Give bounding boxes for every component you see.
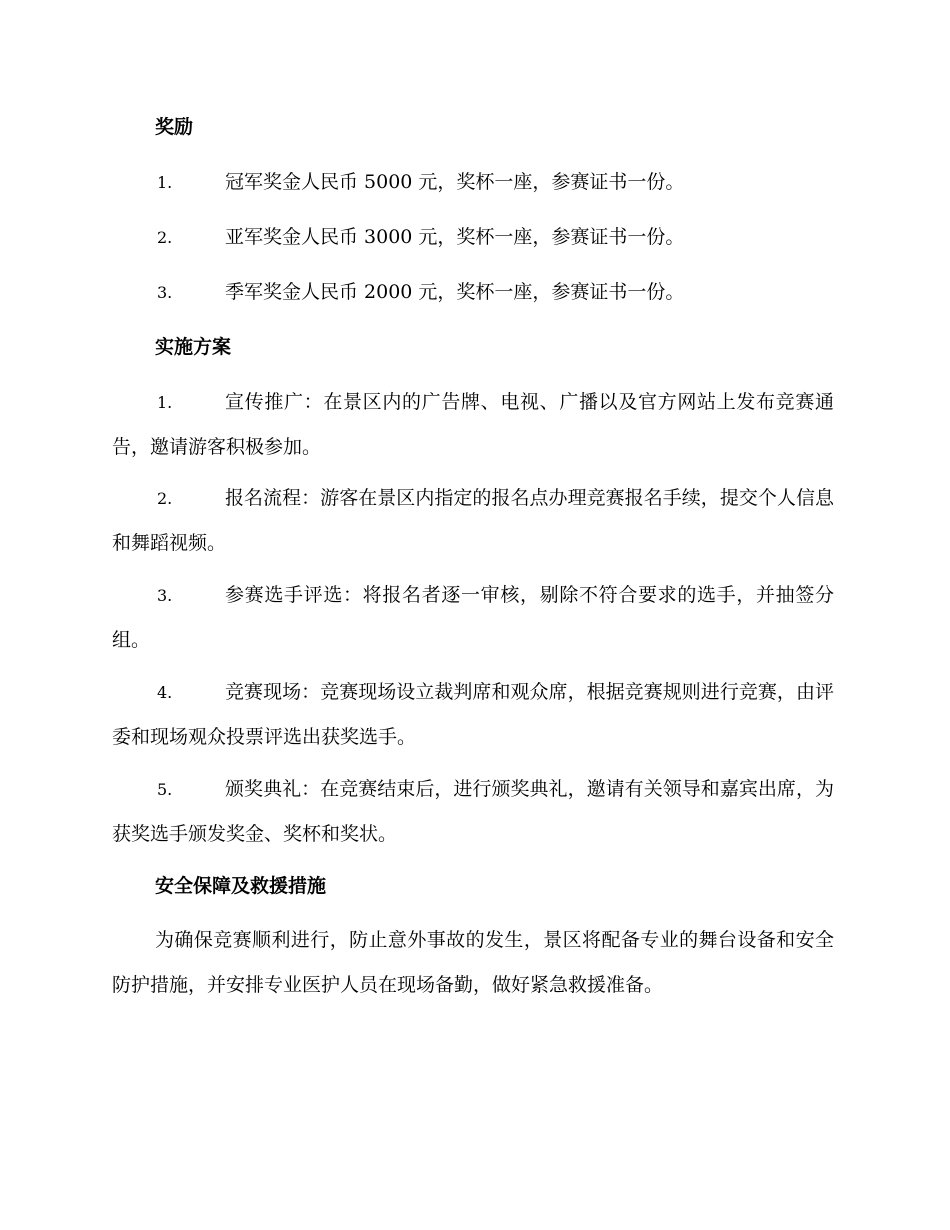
section-heading-implementation: 实施方案 — [155, 336, 232, 358]
reward-item-3 — [112, 270, 834, 315]
list-number: 3. — [157, 283, 173, 302]
plan-item-5 — [112, 767, 834, 857]
list-item-text: 亚军奖金人民币 3000 元，奖杯一座，参赛证书一份。 — [225, 226, 685, 248]
section-heading-rewards: 奖励 — [155, 116, 194, 138]
list-number: 2. — [157, 228, 173, 247]
safety-paragraph: 为确保竞赛顺利进行，防止意外事故的发生，景区将配备专业的舞台设备和安全防护措施，并安排专业医护人员在现场备勤，做好紧急救援准备。 — [112, 929, 834, 996]
list-item-text: 颁奖典礼：在竞赛结束后，进行颁奖典礼，邀请有关领导和嘉宾出席，为获奖选手颁发奖金、奖杯和奖状。 — [112, 778, 834, 845]
list-item-text: 竞赛现场：竞赛现场设立裁判席和观众席，根据竞赛规则进行竞赛，由评委和现场观众投票评选出获奖选手。 — [112, 681, 834, 748]
list-item-text: 冠军奖金人民币 5000 元，奖杯一座，参赛证书一份。 — [225, 171, 685, 193]
plan-item-3 — [112, 573, 834, 663]
list-number: 1. — [157, 393, 173, 412]
list-item-text: 季军奖金人民币 2000 元，奖杯一座，参赛证书一份。 — [225, 281, 685, 303]
reward-item-1 — [112, 160, 834, 205]
list-number: 2. — [157, 489, 173, 508]
plan-item-4 — [112, 670, 834, 760]
list-number: 3. — [157, 586, 173, 605]
list-number: 5. — [157, 780, 173, 799]
list-item-text: 报名流程：游客在景区内指定的报名点办理竞赛报名手续，提交个人信息和舞蹈视频。 — [112, 487, 834, 554]
list-number: 4. — [157, 683, 173, 702]
list-item-text: 宣传推广：在景区内的广告牌、电视、广播以及官方网站上发布竞赛通告，邀请游客积极参加。 — [112, 391, 834, 458]
list-item-text: 参赛选手评选：将报名者逐一审核，剔除不符合要求的选手，并抽签分组。 — [112, 584, 834, 651]
plan-item-1 — [112, 380, 834, 470]
reward-item-2 — [112, 215, 834, 260]
list-number: 1. — [157, 173, 173, 192]
plan-item-2 — [112, 476, 834, 566]
section-heading-safety: 安全保障及救援措施 — [155, 875, 327, 897]
